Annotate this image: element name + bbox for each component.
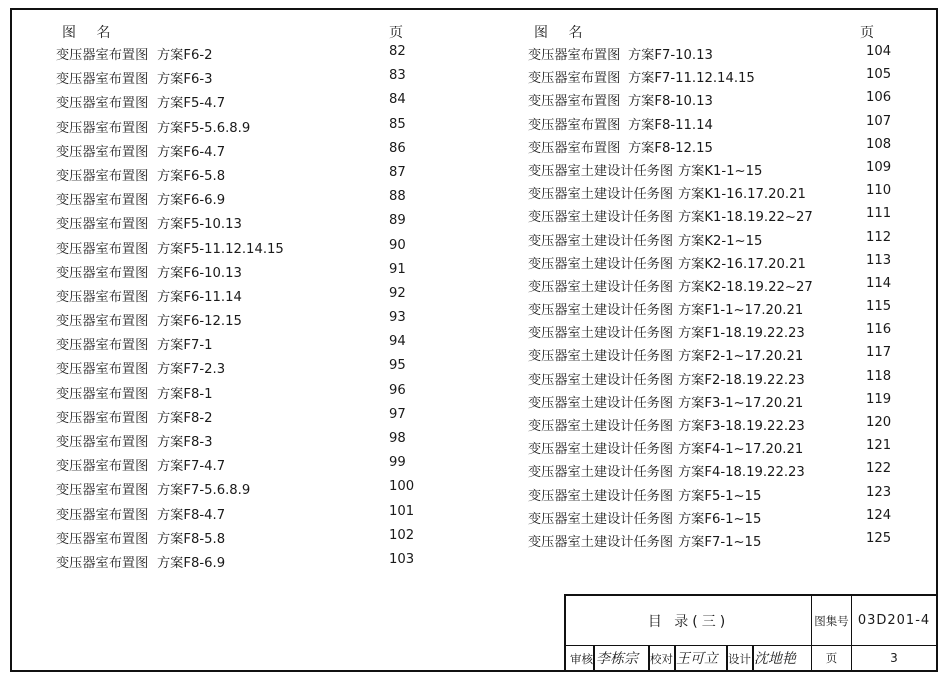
entry-page-number: 123 [866,484,892,500]
entry-description: 变压器室布置图 [56,314,149,330]
sign-divider [674,646,676,670]
entry-description: 变压器室布置图 [56,338,149,354]
page-label: 页 [812,646,852,670]
toc-entry [528,461,894,484]
entry-description: 变压器室布置图 [56,483,149,499]
entry-description: 变压器室布置图 [56,555,149,571]
entry-page-number: 86 [389,140,406,156]
entry-description: 变压器室土建设计任务图 [528,372,674,388]
entry-scheme: 方案F5-11.12.14.15 [157,241,284,257]
entry-page-number: 92 [389,285,406,301]
toc-entry [56,528,426,552]
entry-description: 变压器室布置图 [528,71,621,87]
entry-scheme: 方案F4-1~17.20.21 [678,442,804,458]
toc-entry [56,262,426,286]
entry-scheme: 方案K2-18.19.22~27 [678,279,813,295]
toc-entry [56,310,426,334]
toc-entry [528,415,894,438]
header-drawing-name: 图 名 [534,25,584,41]
entry-scheme: 方案F7-1 [157,338,213,354]
entry-page-number: 90 [389,237,406,253]
header-page: 页 [389,25,404,41]
entry-page-number: 91 [389,261,406,277]
toc-entry [528,345,894,368]
toc-entry [528,299,894,322]
entry-scheme: 方案F8-12.15 [628,140,713,156]
toc-left-column [56,22,426,576]
entry-page-number: 102 [389,527,415,543]
toc-entry [528,90,894,113]
entry-page-number: 114 [866,275,892,291]
entry-scheme: 方案K1-16.17.20.21 [678,187,806,203]
entry-description: 变压器室布置图 [56,168,149,184]
entry-page-number: 87 [389,164,406,180]
entry-description: 变压器室土建设计任务图 [528,442,674,458]
entry-scheme: 方案K2-1~15 [678,233,763,249]
entry-scheme: 方案F6-11.14 [157,289,242,305]
toc-entry [56,334,426,358]
entry-page-number: 118 [866,368,892,384]
entry-page-number: 101 [389,503,415,519]
entry-page-number: 88 [389,189,406,205]
entry-scheme: 方案F6-3 [157,72,213,88]
entry-page-number: 89 [389,213,406,229]
entry-description: 变压器室布置图 [528,94,621,110]
entry-scheme: 方案F6-1~15 [678,511,762,527]
toc-entry [528,438,894,461]
toc-entry [56,44,426,68]
entry-page-number: 124 [866,507,892,523]
entry-page-number: 121 [866,438,892,454]
header-page: 页 [860,25,875,41]
entry-scheme: 方案F7-2.3 [157,362,226,378]
entry-description: 变压器室布置图 [56,241,149,257]
entry-scheme: 方案F6-2 [157,48,213,63]
entry-scheme: 方案F6-5.8 [157,168,226,184]
toc-entry [56,189,426,213]
entry-page-number: 107 [866,113,892,129]
entry-scheme: 方案F8-11.14 [628,117,713,133]
toc-entry [56,238,426,262]
toc-entry [528,485,894,508]
entry-description: 变压器室土建设计任务图 [528,279,674,295]
sign-divider [726,646,728,670]
entry-page-number: 99 [389,455,406,471]
entry-page-number: 103 [389,551,415,567]
toc-entry [56,117,426,141]
entry-description: 变压器室土建设计任务图 [528,163,674,179]
entry-scheme: 方案F6-10.13 [157,265,242,281]
entry-page-number: 112 [866,229,892,245]
entry-description: 变压器室土建设计任务图 [528,303,674,319]
entry-page-number: 100 [389,479,415,495]
entry-scheme: 方案F5-4.7 [157,96,226,112]
toc-entry [528,322,894,345]
entry-page-number: 111 [866,206,892,222]
entry-page-number: 122 [866,461,892,477]
document-title: 目 录(三) [566,596,812,646]
entry-scheme: 方案F8-5.8 [157,531,226,547]
toc-entry [528,206,894,229]
entry-scheme: 方案F8-6.9 [157,555,226,571]
sign-divider [752,646,754,670]
entry-description: 变压器室土建设计任务图 [528,210,674,226]
check-signature: 王可立 [676,651,718,667]
toc-entry [528,392,894,415]
review-signature: 李栋宗 [596,651,638,667]
entry-description: 变压器室土建设计任务图 [528,419,674,434]
entry-scheme: 方案F3-18.19.22.23 [678,419,805,434]
entry-page-number: 119 [866,391,892,407]
signature-row [566,646,812,670]
toc-entry [528,67,894,90]
entry-description: 变压器室布置图 [56,410,149,426]
entry-scheme: 方案F8-1 [157,386,213,402]
entry-page-number: 98 [389,431,406,446]
entry-page-number: 125 [866,530,892,546]
entry-description: 变压器室布置图 [56,72,149,88]
header-drawing-name: 图 名 [62,25,112,41]
entry-description: 变压器室布置图 [56,459,149,475]
toc-entry [528,531,894,554]
entry-scheme: 方案F7-1~15 [678,534,762,550]
entry-scheme: 方案F2-1~17.20.21 [678,349,804,365]
entry-scheme: 方案F8-2 [157,410,213,426]
entry-description: 变压器室土建设计任务图 [528,465,674,481]
entry-page-number: 113 [866,252,892,268]
entry-description: 变压器室土建设计任务图 [528,395,674,411]
entry-description: 变压器室布置图 [56,386,149,402]
entry-description: 变压器室布置图 [56,193,149,209]
entry-description: 变压器室土建设计任务图 [528,326,674,342]
toc-entry [56,68,426,92]
toc-entry [528,276,894,299]
entry-description: 变压器室土建设计任务图 [528,488,674,504]
toc-entry [528,183,894,206]
toc-entry [56,504,426,528]
entry-description: 变压器室布置图 [56,144,149,160]
entry-description: 变压器室土建设计任务图 [528,511,674,527]
toc-left-header [56,22,426,44]
toc-entry [56,358,426,382]
toc-entry [528,114,894,137]
entry-description: 变压器室布置图 [56,531,149,547]
toc-entry [56,141,426,165]
entry-description: 变压器室布置图 [56,362,149,378]
sign-divider [648,646,650,670]
design-label: 设计 [728,652,751,666]
entry-scheme: 方案F8-4.7 [157,507,226,523]
entry-page-number: 83 [389,68,406,84]
entry-description: 变压器室布置图 [528,117,621,133]
toc-entry [528,253,894,276]
entry-description: 变压器室布置图 [56,507,149,523]
entry-page-number: 108 [866,136,892,152]
toc-entry [56,552,426,576]
atlas-number-label: 图集号 [812,596,852,646]
entry-page-number: 116 [866,322,892,338]
toc-entry [56,286,426,310]
entry-description: 变压器室布置图 [56,217,149,233]
entry-page-number: 105 [866,67,892,83]
review-label: 审核 [570,652,593,666]
entry-page-number: 94 [389,334,406,350]
entry-scheme: 方案F7-10.13 [628,48,713,63]
toc-entry [528,230,894,253]
toc-entry [56,383,426,407]
entry-scheme: 方案F5-1~15 [678,488,762,504]
atlas-number: 03D201-4 [852,596,936,646]
entry-page-number: 104 [866,44,892,59]
toc-entry [56,92,426,116]
entry-scheme: 方案F1-18.19.22.23 [678,326,805,342]
entry-page-number: 115 [866,299,892,315]
entry-page-number: 109 [866,159,892,175]
toc-entry [56,455,426,479]
entry-description: 变压器室布置图 [56,435,149,450]
entry-page-number: 82 [389,44,406,59]
entry-scheme: 方案K1-18.19.22~27 [678,210,813,226]
entry-page-number: 85 [389,116,406,132]
entry-description: 变压器室土建设计任务图 [528,233,674,249]
entry-description: 变压器室土建设计任务图 [528,187,674,203]
toc-entry [528,160,894,183]
entry-scheme: 方案F4-18.19.22.23 [678,465,805,481]
toc-entry [56,431,426,455]
toc-entry [528,369,894,392]
entry-scheme: 方案F7-4.7 [157,459,226,475]
entry-page-number: 84 [389,92,406,108]
toc-entry [528,137,894,160]
entry-scheme: 方案F6-4.7 [157,144,226,160]
entry-description: 变压器室布置图 [56,265,149,281]
entry-description: 变压器室土建设计任务图 [528,256,674,272]
entry-scheme: 方案F2-18.19.22.23 [678,372,805,388]
entry-scheme: 方案F7-11.12.14.15 [628,71,755,87]
toc-right-header [528,22,894,44]
entry-description: 变压器室土建设计任务图 [528,534,674,550]
entry-scheme: 方案F6-6.9 [157,193,226,209]
toc-entry [56,479,426,503]
entry-page-number: 117 [866,345,892,361]
entry-page-number: 97 [389,406,406,422]
entry-scheme: 方案K1-1~15 [678,163,763,179]
entry-page-number: 95 [389,358,406,374]
entry-description: 变压器室布置图 [528,140,621,156]
check-label: 校对 [650,652,673,666]
entry-description: 变压器室布置图 [56,289,149,305]
entry-scheme: 方案F5-5.6.8.9 [157,120,251,136]
toc-right-column [528,22,894,554]
toc-entry [528,508,894,531]
entry-description: 变压器室布置图 [56,48,149,63]
entry-description: 变压器室布置图 [528,48,621,63]
entry-scheme: 方案K2-16.17.20.21 [678,256,806,272]
toc-entry [56,213,426,237]
entry-page-number: 96 [389,382,406,398]
entry-page-number: 93 [389,310,406,326]
entry-scheme: 方案F1-1~17.20.21 [678,303,804,319]
page-number: 3 [890,651,898,665]
entry-description: 变压器室布置图 [56,96,149,112]
toc-entry [528,44,894,67]
entry-page-number: 110 [866,183,892,199]
entry-scheme: 方案F5-10.13 [157,217,242,233]
entry-scheme: 方案F8-10.13 [628,94,713,110]
title-block [564,594,936,670]
entry-page-number: 120 [866,415,892,430]
sign-divider [593,646,595,670]
entry-scheme: 方案F3-1~17.20.21 [678,395,804,411]
entry-description: 变压器室布置图 [56,120,149,136]
entry-scheme: 方案F6-12.15 [157,314,242,330]
toc-entry [56,165,426,189]
entry-page-number: 106 [866,90,892,106]
entry-scheme: 方案F7-5.6.8.9 [157,483,251,499]
entry-scheme: 方案F8-3 [157,435,213,450]
toc-entry [56,407,426,431]
design-signature: 沈地艳 [754,651,796,667]
entry-description: 变压器室土建设计任务图 [528,349,674,365]
